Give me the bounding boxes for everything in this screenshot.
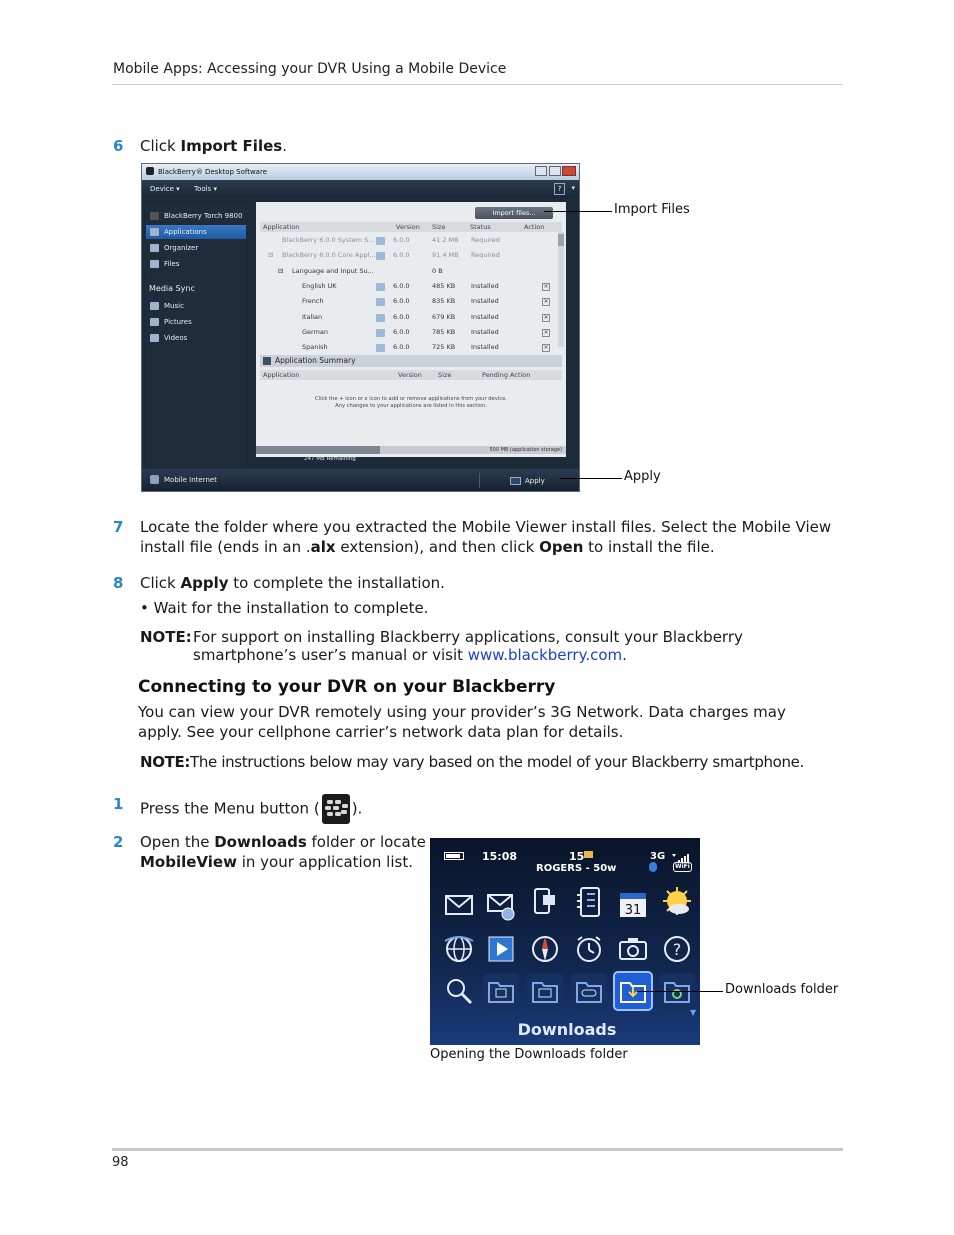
desktop-software-window	[141, 163, 580, 492]
table-row[interactable]	[260, 294, 560, 309]
remove-app-icon[interactable]: ×	[543, 328, 549, 336]
applications-icon	[150, 228, 159, 236]
import-files-callout: Import Files	[614, 202, 690, 217]
phone-status-bar	[430, 838, 700, 884]
remove-app-icon[interactable]: ×	[543, 313, 549, 321]
step-1-text	[140, 794, 362, 824]
step-text	[140, 537, 840, 557]
storage-total: 500 MB (application storage)	[489, 447, 562, 453]
remove-app-icon[interactable]: ×	[543, 282, 549, 290]
info-icon[interactable]	[376, 329, 385, 337]
browser-icon[interactable]	[441, 931, 477, 967]
menu-dropdown-icon[interactable]: ▾	[571, 184, 575, 192]
sidebar-item-label: Music	[164, 302, 184, 310]
summary-heading: Application Summary	[275, 356, 356, 365]
info-icon[interactable]	[376, 252, 385, 260]
battery-icon	[444, 852, 464, 860]
network-indicator: 3G	[650, 851, 666, 862]
col-version: Version	[398, 371, 422, 379]
folder-applications-icon[interactable]	[527, 973, 563, 1009]
sidebar-device[interactable]	[146, 209, 246, 223]
folder-messages-icon[interactable]	[483, 973, 519, 1009]
step-emphasis: MobileView	[140, 853, 237, 871]
info-icon[interactable]	[376, 314, 385, 322]
step-text: Open the	[140, 833, 215, 851]
step-emphasis: Downloads	[214, 833, 307, 851]
note-text	[193, 645, 833, 665]
note-text: .	[622, 646, 627, 664]
remove-app-icon[interactable]: ×	[543, 298, 549, 306]
app-version: 6.0.0	[393, 312, 410, 321]
scrollbar-thumb[interactable]	[558, 234, 564, 246]
table-row[interactable]	[260, 340, 560, 355]
weather-icon[interactable]	[659, 885, 695, 921]
step-text: in your application list.	[236, 853, 413, 871]
applications-table-header	[260, 222, 562, 232]
app-status: Installed	[471, 281, 499, 290]
info-icon[interactable]	[376, 283, 385, 291]
note-text: smartphone’s user’s manual or visit	[193, 646, 468, 664]
sidebar-item-organizer[interactable]	[146, 241, 246, 255]
media-icon[interactable]	[483, 931, 519, 967]
device-name: BlackBerry Torch 9800	[164, 212, 243, 220]
window-titlebar	[142, 164, 579, 180]
sidebar-item-label: Pictures	[164, 318, 192, 326]
close-button[interactable]	[562, 166, 576, 176]
note-label: NOTE:	[140, 753, 191, 771]
wifi-icon: WiFi	[675, 863, 690, 870]
table-row[interactable]	[260, 325, 560, 340]
scroll-down-icon: ▼	[690, 1008, 697, 1017]
notification-icon	[584, 851, 593, 858]
step-text: to complete the installation.	[228, 574, 445, 592]
folder-games-icon[interactable]	[571, 973, 607, 1009]
applications-panel	[256, 202, 566, 457]
app-status: Installed	[471, 343, 499, 352]
running-header: Mobile Apps: Accessing your DVR Using a Mobile Device	[113, 61, 507, 77]
app-name: English UK	[302, 281, 337, 290]
minimize-button[interactable]	[535, 166, 547, 176]
import-files-callout-line	[544, 211, 612, 212]
sidebar-item-label: Applications	[164, 228, 207, 236]
app-name: BlackBerry 6.0.0 System S...	[282, 236, 375, 244]
bluetooth-icon	[649, 862, 657, 872]
step-7	[113, 517, 123, 537]
table-row[interactable]	[260, 310, 560, 325]
signal-icon	[670, 848, 694, 858]
step-number: 6	[113, 137, 124, 155]
note-text: For support on installing Blackberry applications, consult your Blackberry	[193, 628, 743, 646]
step-number: 1	[113, 795, 124, 813]
import-files-button[interactable]: Import files...	[475, 207, 553, 219]
note-text: The instructions below may vary based on the model of your Blackberry smartphone.	[190, 753, 804, 771]
storage-remaining: 247 MB Remaining	[304, 456, 356, 462]
blackberry-menu-key-icon	[322, 794, 350, 824]
downloads-callout: Downloads folder	[725, 982, 839, 997]
blackberry-link[interactable]: www.blackberry.com	[467, 646, 623, 664]
svg-text:?: ?	[672, 940, 682, 959]
step-1	[113, 794, 123, 814]
step-number: 8	[113, 574, 124, 592]
remove-app-icon[interactable]: ×	[543, 344, 549, 352]
sidebar-item-music[interactable]	[146, 299, 246, 313]
col-status: Status	[470, 223, 491, 231]
svg-text:31: 31	[624, 903, 642, 918]
step-number: 2	[113, 833, 124, 851]
app-status: Required	[471, 251, 500, 260]
step-text: ).	[351, 799, 363, 818]
sidebar-item-pictures[interactable]	[146, 315, 246, 329]
col-application: Application	[263, 371, 300, 379]
maximize-button[interactable]	[549, 166, 561, 176]
videos-icon	[150, 334, 159, 342]
phone-carrier: ROGERS - 50w	[536, 863, 617, 874]
table-row[interactable]	[260, 248, 560, 263]
footer-rule	[112, 1148, 843, 1151]
clock-icon[interactable]	[571, 931, 607, 967]
collapse-icon[interactable]	[263, 357, 271, 365]
step-6	[113, 136, 123, 156]
tree-toggle-icon[interactable]: ⊟	[278, 266, 284, 275]
pictures-icon	[150, 318, 159, 326]
step-emphasis: alx	[310, 538, 336, 556]
note-1	[140, 627, 192, 647]
selected-app-label: Downloads	[517, 1020, 617, 1039]
tree-toggle-icon[interactable]: ⊟	[268, 251, 274, 260]
note-label: NOTE:	[140, 628, 192, 646]
calendar-icon[interactable]	[615, 887, 651, 923]
text-messages-icon[interactable]	[527, 885, 563, 921]
col-version: Version	[396, 223, 420, 231]
table-row[interactable]	[260, 264, 560, 279]
step-number: 7	[113, 518, 124, 536]
step-2-text	[140, 832, 430, 872]
step-text	[140, 832, 430, 852]
step-6-text	[140, 136, 287, 156]
table-scrollbar[interactable]	[558, 232, 564, 347]
app-size: 41.2 MB	[432, 236, 459, 244]
step-2	[113, 832, 123, 852]
app-logo-icon	[146, 167, 154, 175]
table-row[interactable]	[260, 233, 560, 248]
app-version: 6.0.0	[393, 327, 410, 336]
step-7-text	[140, 517, 840, 557]
app-name: BlackBerry 6.0.0 Core Appl...	[282, 251, 376, 260]
col-size: Size	[432, 223, 446, 231]
maps-icon[interactable]	[527, 931, 563, 967]
section-intro	[138, 702, 838, 742]
info-icon[interactable]	[376, 237, 385, 245]
app-version: 6.0.0	[393, 251, 410, 260]
sidebar-item-label: Organizer	[164, 244, 199, 252]
blackberry-logo-icon	[322, 794, 350, 824]
header-rule	[112, 84, 843, 85]
note-1-text	[193, 627, 833, 665]
summary-table-header	[260, 370, 562, 380]
app-name: French	[302, 297, 324, 306]
app-version: 6.0.0	[393, 236, 410, 244]
empty-message-line: Click the + icon or x icon to add or remove applications from your device.	[315, 396, 507, 402]
camera-icon[interactable]	[615, 931, 651, 967]
paragraph-line: You can view your DVR remotely using your provider’s 3G Network. Data charges may	[138, 703, 786, 721]
help-button[interactable]: ?	[554, 183, 565, 195]
window-sidebar	[146, 204, 246, 479]
step-text: extension), and then click	[335, 538, 540, 556]
sidebar-item-videos[interactable]	[146, 331, 246, 345]
page-number: 98	[112, 1155, 129, 1170]
step-text: Click	[140, 574, 181, 592]
apply-callout: Apply	[624, 469, 661, 484]
files-icon	[150, 260, 159, 268]
section-heading: Connecting to your DVR on your Blackberry	[138, 677, 556, 697]
messages-icon[interactable]	[441, 887, 477, 923]
app-status: Required	[471, 236, 500, 244]
window-bottombar	[142, 469, 579, 491]
summary-empty-message	[260, 396, 562, 410]
step-text: Press the Menu button (	[140, 799, 320, 818]
step-emphasis: Open	[539, 538, 584, 556]
step-emphasis: Apply	[180, 574, 229, 592]
col-pending-action: Pending Action	[482, 371, 531, 379]
blackberry-home-screen	[430, 838, 700, 1045]
app-size: 91.4 MB	[432, 251, 459, 260]
step-8-text	[140, 573, 445, 593]
apply-callout-line	[560, 478, 622, 479]
downloads-callout-line	[637, 991, 723, 992]
app-status: Installed	[471, 297, 499, 306]
apply-icon	[510, 477, 521, 485]
sidebar-item-label: Files	[164, 260, 180, 268]
menu-device[interactable]: Device ▾	[150, 185, 180, 193]
phone-date: 15	[569, 850, 585, 863]
note-2	[140, 752, 840, 772]
col-action: Action	[524, 223, 545, 231]
app-size: 835 KB	[432, 297, 456, 306]
step-text	[140, 852, 430, 872]
figure-caption: Opening the Downloads folder	[430, 1047, 628, 1062]
app-name: Language and Input Su...	[292, 266, 374, 275]
app-name: Italian	[302, 312, 323, 321]
window-title: BlackBerry® Desktop Software	[158, 168, 267, 176]
menu-tools[interactable]: Tools ▾	[194, 185, 217, 193]
step-8	[113, 573, 123, 593]
apply-label: Apply	[525, 477, 545, 485]
mobile-internet-icon	[150, 475, 159, 484]
app-size: 785 KB	[432, 327, 456, 336]
step-text: to install the file.	[583, 538, 715, 556]
music-icon	[150, 302, 159, 310]
app-version: 6.0.0	[393, 281, 410, 290]
step-text: install file (ends in an .	[140, 538, 311, 556]
app-size: 725 KB	[432, 343, 456, 352]
step-emphasis: Import Files	[180, 137, 283, 155]
mobile-internet-label[interactable]: Mobile Internet	[164, 476, 217, 484]
phone-time: 15:08	[482, 850, 518, 863]
organizer-icon	[150, 244, 159, 252]
step-text: Click	[140, 137, 181, 155]
step-8-bullet: • Wait for the installation to complete.	[140, 599, 429, 617]
step-text: folder or locate	[306, 833, 426, 851]
app-name: German	[302, 327, 329, 336]
media-sync-heading: Media Sync	[149, 284, 195, 293]
app-size: 485 KB	[432, 281, 456, 290]
col-size: Size	[438, 371, 452, 379]
sidebar-item-applications[interactable]	[146, 225, 246, 239]
app-name: Spanish	[302, 343, 328, 352]
email-icon[interactable]	[483, 887, 519, 923]
info-icon[interactable]	[376, 344, 385, 352]
storage-used-fill	[256, 446, 380, 454]
search-icon[interactable]	[441, 973, 477, 1009]
step-text-end: .	[282, 137, 287, 155]
app-version: 6.0.0	[393, 297, 410, 306]
app-version: 6.0.0	[393, 343, 410, 352]
step-text: Locate the folder where you extracted the Mobile Viewer install files. Select the Mobile View	[140, 518, 832, 536]
app-size: 0 B	[432, 266, 443, 275]
col-application: Application	[263, 223, 300, 231]
window-menubar	[142, 180, 579, 198]
sidebar-item-files[interactable]	[146, 257, 246, 271]
empty-message-line: Any changes to your applications are listed in this section.	[335, 403, 487, 409]
summary-header[interactable]	[260, 355, 562, 367]
device-icon	[150, 212, 159, 220]
info-icon[interactable]	[376, 298, 385, 306]
app-size: 679 KB	[432, 312, 456, 321]
apply-button[interactable]	[479, 473, 572, 488]
app-status: Installed	[471, 312, 499, 321]
paragraph-line: apply. See your cellphone carrier’s network data plan for details.	[138, 723, 624, 741]
contacts-icon[interactable]	[571, 885, 607, 921]
app-status: Installed	[471, 327, 499, 336]
help-icon[interactable]	[659, 931, 695, 967]
sidebar-item-label: Videos	[164, 334, 188, 342]
table-row[interactable]	[260, 279, 560, 294]
storage-bar	[256, 446, 566, 454]
